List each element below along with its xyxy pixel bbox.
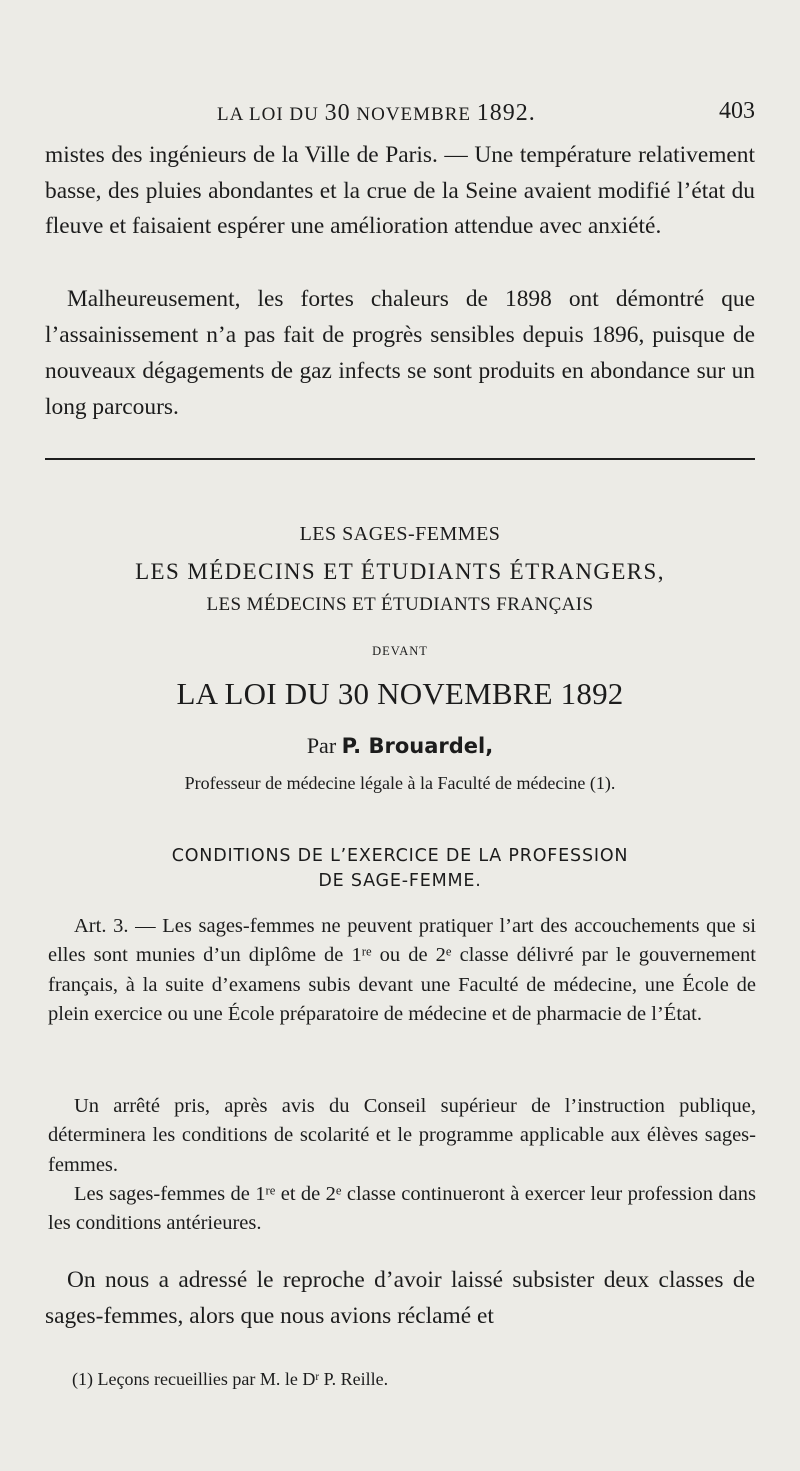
title-line-4: DEVANT — [372, 644, 428, 658]
section-divider — [45, 458, 755, 460]
author-line — [45, 733, 755, 759]
author-name: P. Brouardel, — [341, 734, 494, 758]
page-number: 403 — [719, 98, 755, 124]
article-3-paragraph-2: Un arrêté pris, après avis du Conseil supérieur de l’instruction publique, déterminera les conditions de scolarité et le programme applicable aux élèves sages-femmes. — [48, 1095, 756, 1176]
paragraph-reproche: On nous a adressé le reproche d’avoir laissé subsister deux classes de sages-femmes, alors que nous avions réclamé et — [45, 1267, 755, 1329]
section-heading-line-2: DE SAGE-FEMME. — [318, 871, 482, 891]
article-3-paragraph-1: Art. 3. — Les sages-femmes ne peuvent pratiquer l’art des accouchements que si elles sont munies d’un diplôme de 1re ou de 2e classe délivré par le gouvernement français, à la suite d’examens subis devant une Faculté de médecine, une École de plein exercice ou une École préparatoire de médecine et de pharmacie de l’État. — [48, 915, 756, 1026]
title-line-1: LES SAGES-FEMMES — [299, 523, 501, 545]
author-affiliation: Professeur de médecine légale à la Faculté de médecine (1). — [184, 773, 616, 793]
article-3-paragraph-3: Les sages-femmes de 1re et de 2e classe continueront à exercer leur profession dans les conditions antérieures. — [48, 1183, 756, 1235]
paragraph-malheureusement: Malheureusement, les fortes chaleurs de 1898 ont démontré que l’assainissement n’a pas fait de progrès sensibles depuis 1896, puisque de nouveaux dégagements de gaz infects se sont produits en abondance sur un long parcours. — [45, 286, 755, 420]
title-line-3: LES MÉDECINS ET ÉTUDIANTS FRANÇAIS — [206, 594, 594, 615]
section-heading-line-1: CONDITIONS DE L’EXERCICE DE LA PROFESSION — [171, 846, 629, 866]
running-title: LA LOI DU 30 NOVEMBRE 1892. — [217, 100, 536, 126]
paragraph-continuation: mistes des ingénieurs de la Ville de Paris. — Une température relativement basse, des pluies abondantes et la crue de la Seine avaient modifié l’état du fleuve et faisaient espérer une amélioration attendue avec anxiété. — [45, 142, 755, 239]
title-line-5: LA LOI DU 30 NOVEMBRE 1892 — [176, 676, 624, 711]
footnote: (1) Leçons recueillies par M. le $D^r$ P. Reille. — [72, 1369, 389, 1389]
author-prefix: Par — [306, 733, 342, 758]
page-header — [45, 96, 755, 130]
title-line-2: LES MÉDECINS ET ÉTUDIANTS ÉTRANGERS, — [135, 559, 665, 584]
